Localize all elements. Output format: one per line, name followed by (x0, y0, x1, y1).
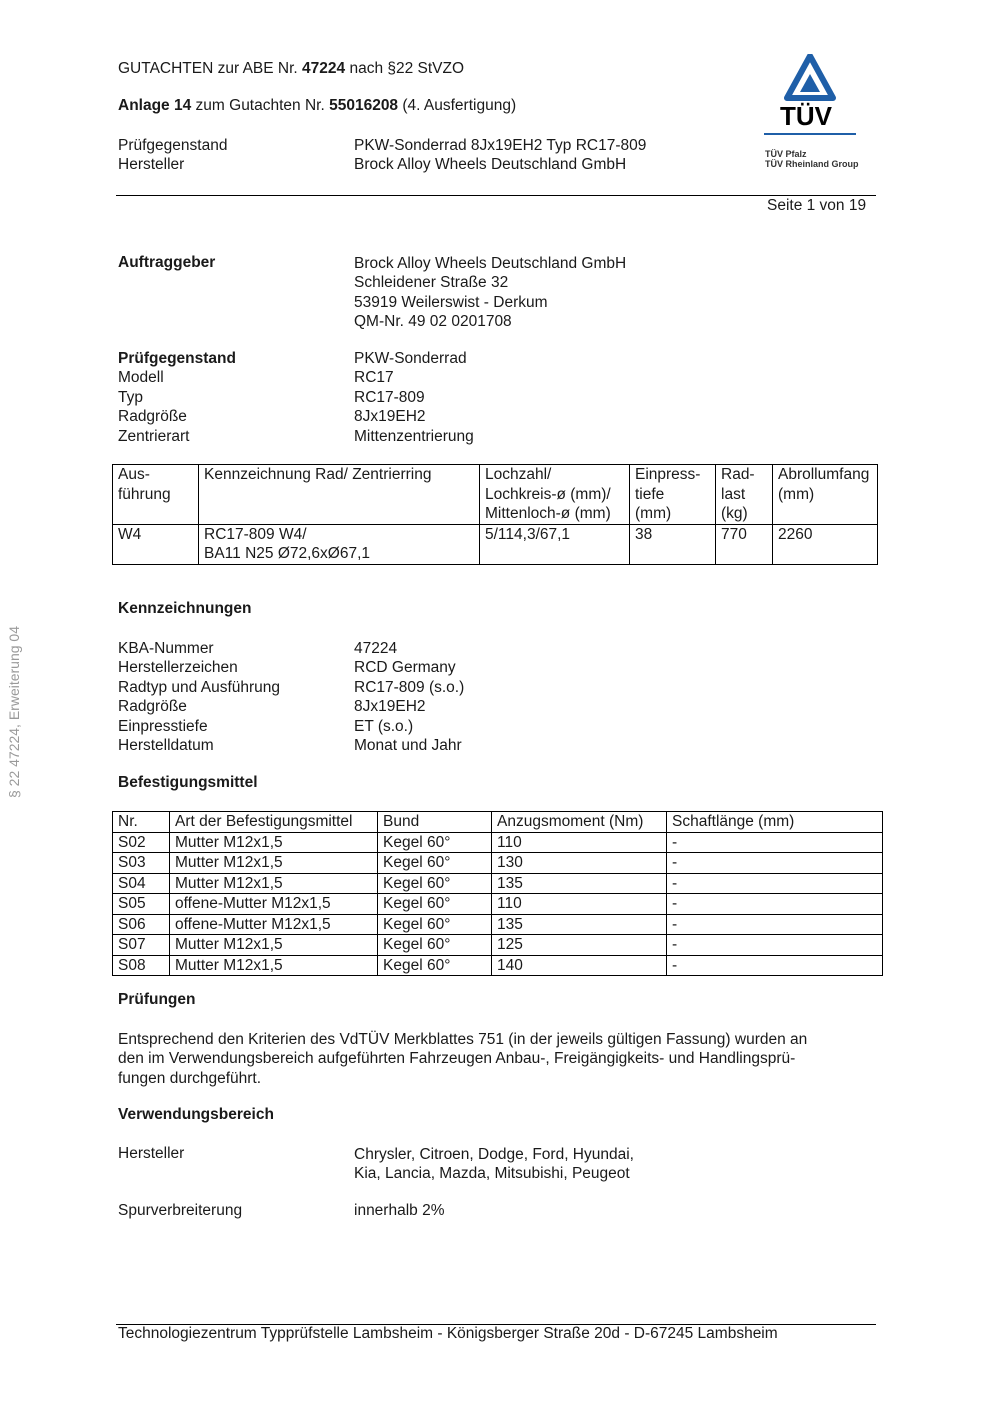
pruefungen-title: Prüfungen (118, 991, 196, 1008)
bf-cell: 140 (492, 955, 667, 976)
bf-header-cell: Bund (378, 812, 492, 833)
wheel-header-cell: Aus- führung (113, 465, 199, 525)
logo-sub-2: TÜV Rheinland Group (765, 159, 859, 169)
header-line-1 (118, 60, 464, 78)
bf-cell: Kegel 60° (378, 853, 492, 874)
table-row (113, 935, 883, 956)
pruefgegenstand-title: Prüfgegenstand (118, 350, 236, 367)
footer-text: Technologiezentrum Typprüfstelle Lambsheim - Königsberger Straße 20d - D-67245 Lambsheim (118, 1325, 778, 1342)
wheel-cell: 5/114,3/67,1 (480, 524, 630, 564)
bf-cell: offene-Mutter M12x1,5 (170, 914, 378, 935)
table-row (113, 914, 883, 935)
table-row (113, 873, 883, 894)
kz-value: RCD Germany (354, 659, 456, 677)
paragraph-line: Entsprechend den Kriterien des VdTÜV Merkblattes 751 (in der jeweils gültigen Fassung) wurden an (118, 1031, 808, 1048)
header-label: Hersteller (118, 156, 185, 174)
befestigung-table (112, 811, 883, 976)
wheel-cell: 38 (630, 524, 716, 564)
bf-cell: Kegel 60° (378, 832, 492, 853)
bf-cell: - (667, 914, 883, 935)
page-number: Seite 1 von 19 (767, 197, 867, 214)
table-row (113, 832, 883, 853)
kennzeichnungen-labels (118, 639, 280, 755)
header-prefix: GUTACHTEN zur ABE Nr. (118, 60, 298, 77)
pg-value: RC17-809 (354, 388, 425, 406)
wheel-table (112, 464, 878, 565)
bf-cell: Mutter M12x1,5 (170, 935, 378, 956)
bf-header-cell: Nr. (113, 812, 170, 833)
address-line: Schleidener Straße 32 (354, 274, 509, 292)
wheel-header-cell: Lochzahl/ Lochkreis-ø (mm)/ Mittenloch-ø (mm) (480, 465, 630, 525)
header-label: Prüfgegenstand (118, 137, 228, 154)
bf-header-cell: Schaftlänge (mm) (667, 812, 883, 833)
verwendung-hersteller-list (354, 1145, 634, 1184)
kz-value: 8Jx19EH2 (354, 698, 426, 716)
pg-value: Mittenzentrierung (354, 427, 474, 445)
pg-label: Radgröße (118, 408, 187, 426)
table-row (113, 853, 883, 874)
bf-cell: S02 (113, 832, 170, 853)
bf-cell: S04 (113, 873, 170, 894)
header-line-2 (118, 97, 516, 115)
anlage-label: Anlage 14 (118, 97, 192, 114)
paragraph-line: fungen durchgeführt. (118, 1069, 262, 1087)
address-line: 53919 Weilerswist - Derkum (354, 293, 548, 311)
gutachten-label: zum Gutachten Nr. (195, 97, 325, 114)
bf-cell: Kegel 60° (378, 894, 492, 915)
header-rule (116, 195, 876, 196)
bf-cell: 125 (492, 935, 667, 956)
bf-header-cell: Art der Befestigungsmittel (170, 812, 378, 833)
kz-value: Monat und Jahr (354, 736, 462, 754)
bf-cell: Kegel 60° (378, 914, 492, 935)
logo-sub-1: TÜV Pfalz (765, 149, 807, 159)
wheel-table-header (113, 465, 878, 525)
pruefgegenstand-values (354, 349, 474, 446)
sidebar-text (2, 625, 26, 799)
pg-value: 8Jx19EH2 (354, 408, 426, 426)
header-value: Brock Alloy Wheels Deutschland GmbH (354, 156, 627, 174)
bf-cell: Kegel 60° (378, 935, 492, 956)
bf-cell: 110 (492, 894, 667, 915)
kennzeichnungen-title: Kennzeichnungen (118, 600, 252, 617)
kz-label: Radgröße (118, 698, 187, 716)
bf-cell: - (667, 873, 883, 894)
table-row (113, 955, 883, 976)
wheel-cell: 2260 (773, 524, 878, 564)
bf-cell: offene-Mutter M12x1,5 (170, 894, 378, 915)
table-row (113, 894, 883, 915)
bf-header-cell: Anzugsmoment (Nm) (492, 812, 667, 833)
spur-value: innerhalb 2% (354, 1202, 445, 1219)
bf-cell: S03 (113, 853, 170, 874)
bf-cell: - (667, 853, 883, 874)
tuev-logo (760, 54, 860, 174)
wheel-cell: RC17-809 W4/ BA11 N25 Ø72,6xØ67,1 (199, 524, 480, 564)
bf-cell: Kegel 60° (378, 873, 492, 894)
spur-label: Spurverbreiterung (118, 1202, 243, 1219)
bf-cell: S05 (113, 894, 170, 915)
gutachten-number: 55016208 (329, 97, 399, 114)
pruefungen-paragraph (118, 1030, 807, 1088)
bf-cell: Mutter M12x1,5 (170, 955, 378, 976)
pg-label: Typ (118, 388, 143, 406)
bf-cell: 135 (492, 914, 667, 935)
sidebar-label: § 22 47224, Erweiterung 04 (6, 625, 22, 799)
auftraggeber-title: Auftraggeber (118, 254, 216, 271)
kz-value: RC17-809 (s.o.) (354, 678, 465, 696)
bf-cell: S07 (113, 935, 170, 956)
bf-cell: Kegel 60° (378, 955, 492, 976)
bf-cell: 110 (492, 832, 667, 853)
kz-label: Herstellerzeichen (118, 659, 238, 677)
bf-cell: - (667, 935, 883, 956)
address-line: QM-Nr. 49 02 0201708 (354, 313, 512, 331)
pg-label: Modell (118, 369, 164, 387)
hersteller-line: Chrysler, Citroen, Dodge, Ford, Hyundai, (354, 1146, 634, 1163)
wheel-header-cell: Kennzeichnung Rad/ Zentrierring (199, 465, 480, 525)
bf-cell: 130 (492, 853, 667, 874)
bf-cell: Mutter M12x1,5 (170, 873, 378, 894)
kz-value: 47224 (354, 640, 398, 657)
bf-cell: S06 (113, 914, 170, 935)
wheel-header-cell: Rad- last (kg) (716, 465, 773, 525)
logo-text: TÜV (780, 101, 832, 131)
verwendung-hersteller-label: Hersteller (118, 1145, 185, 1162)
wheel-cell: W4 (113, 524, 199, 564)
header-suffix: nach §22 StVZO (349, 60, 465, 77)
befestigung-title: Befestigungsmittel (118, 774, 258, 791)
paragraph-line: den im Verwendungsbereich aufgeführten Fahrzeugen Anbau-, Freigängigkeits- und Handlingsprü- (118, 1050, 796, 1068)
bf-cell: - (667, 832, 883, 853)
pg-value: RC17 (354, 369, 394, 387)
header-info (118, 136, 227, 175)
pg-label: Zentrierart (118, 427, 190, 445)
table-row (113, 524, 878, 564)
bf-cell: - (667, 955, 883, 976)
bf-cell: 135 (492, 873, 667, 894)
wheel-cell: 770 (716, 524, 773, 564)
header-values (354, 136, 646, 175)
kz-label: Radtyp und Ausführung (118, 678, 281, 696)
ausfertigung-label: (4. Ausfertigung) (402, 97, 517, 114)
auftraggeber-address (354, 254, 626, 332)
bf-cell: - (667, 894, 883, 915)
hersteller-line: Kia, Lancia, Mazda, Mitsubishi, Peugeot (354, 1165, 630, 1183)
header-value: PKW-Sonderrad 8Jx19EH2 Typ RC17-809 (354, 137, 647, 154)
pruefgegenstand-labels (118, 349, 236, 446)
bf-cell: Mutter M12x1,5 (170, 853, 378, 874)
kennzeichnungen-values (354, 639, 464, 755)
wheel-header-cell: Einpress- tiefe (mm) (630, 465, 716, 525)
kz-label: Herstelldatum (118, 736, 214, 754)
verwendung-title: Verwendungsbereich (118, 1106, 274, 1123)
kz-label: KBA-Nummer (118, 640, 214, 657)
pg-title-value: PKW-Sonderrad (354, 350, 467, 367)
kz-value: ET (s.o.) (354, 717, 414, 735)
befestigung-header (113, 812, 883, 833)
address-line: Brock Alloy Wheels Deutschland GmbH (354, 255, 627, 272)
bf-cell: S08 (113, 955, 170, 976)
bf-cell: Mutter M12x1,5 (170, 832, 378, 853)
abe-number: 47224 (302, 60, 346, 77)
kz-label: Einpresstiefe (118, 717, 208, 735)
wheel-header-cell: Abrollumfang (mm) (773, 465, 878, 525)
